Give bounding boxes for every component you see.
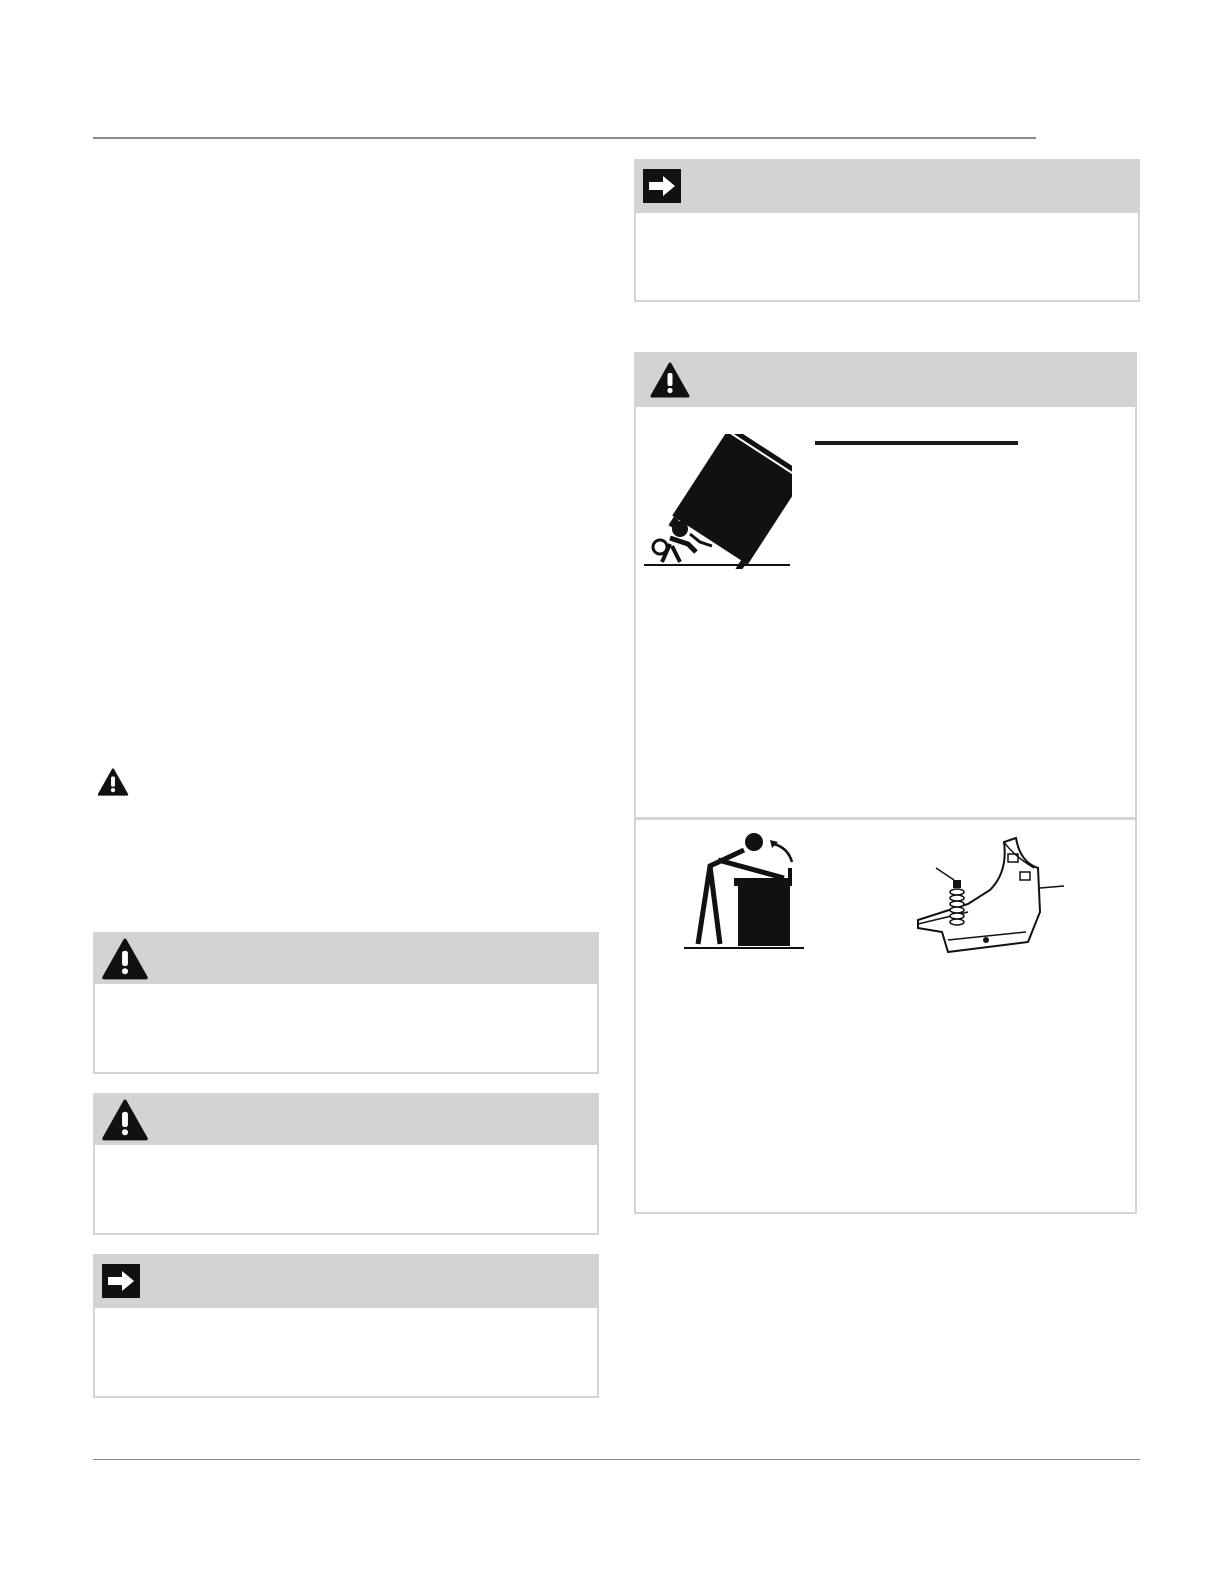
note-band <box>95 1256 597 1308</box>
note-box-top-right <box>634 159 1140 302</box>
warning-triangle-icon <box>97 768 129 801</box>
warning-band <box>95 1095 597 1145</box>
note-box-bottom-left <box>93 1254 599 1398</box>
warning-box-1 <box>93 932 599 1074</box>
person-checking-anti-tip-illustration <box>684 832 809 957</box>
heading-underline <box>815 441 1018 445</box>
warning-band <box>636 354 1135 407</box>
arrow-right-icon <box>643 169 681 203</box>
warning-band <box>95 934 597 984</box>
arrow-right-icon <box>102 1264 140 1298</box>
panel-divider <box>636 817 1135 820</box>
header-rule <box>93 137 1036 139</box>
note-band <box>636 161 1138 213</box>
warning-triangle-icon <box>101 938 149 985</box>
tip-over-warning-panel <box>634 352 1137 1214</box>
warning-triangle-icon <box>650 362 690 403</box>
warning-box-2 <box>93 1093 599 1235</box>
warning-triangle-icon <box>101 1099 149 1146</box>
footer-rule <box>93 1459 1140 1460</box>
child-tip-over-illustration <box>642 434 792 574</box>
anti-tip-bracket-illustration <box>908 832 1078 967</box>
